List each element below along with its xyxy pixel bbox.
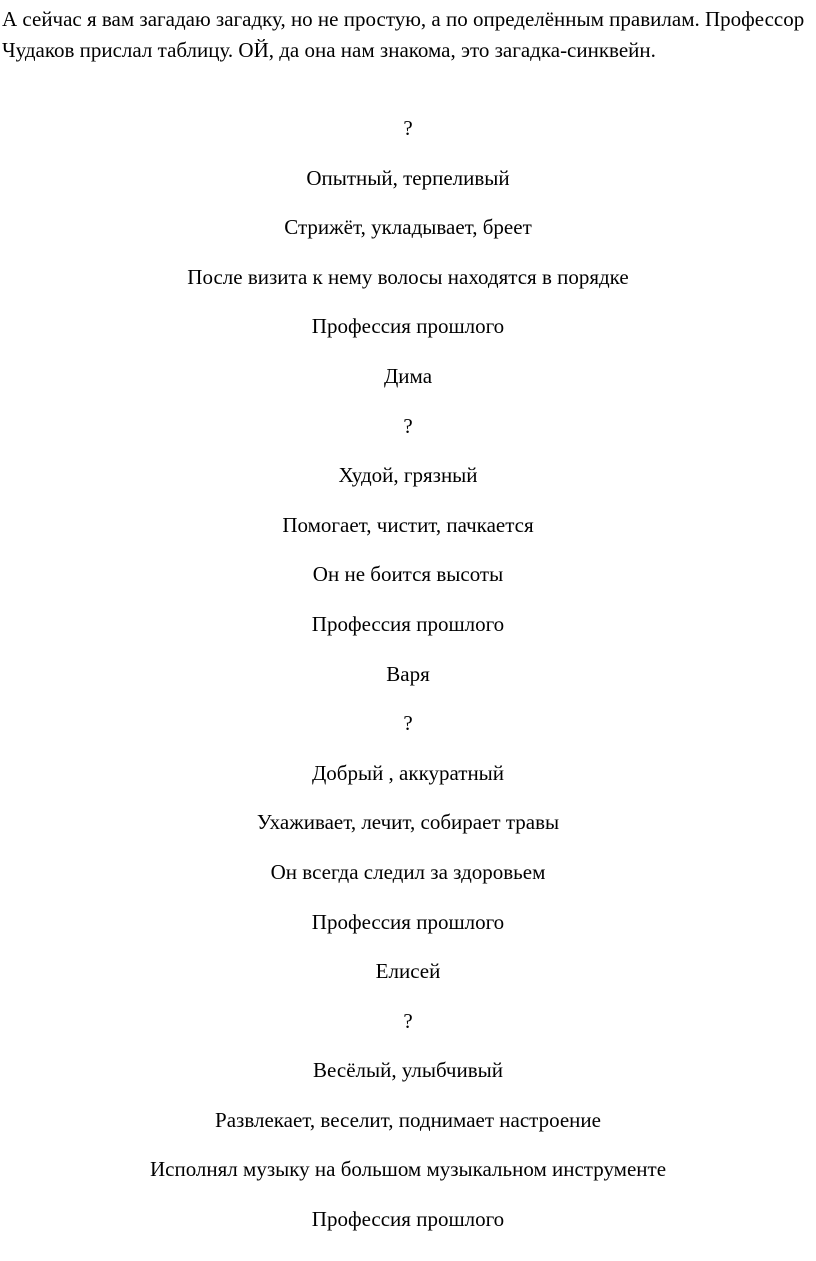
riddle-adjectives: Весёлый, улыбчивый — [313, 1058, 503, 1083]
riddle-list — [0, 113, 816, 1254]
riddle-question: ? — [403, 413, 413, 438]
riddle-author: Дима — [383, 363, 433, 388]
riddle-author: Елисей — [375, 959, 441, 984]
riddle-category: Профессия прошлого — [311, 314, 505, 339]
riddle-category: Профессия прошлого — [311, 1207, 505, 1232]
riddle-verbs: Помогает, чистит, пачкается — [282, 512, 534, 537]
intro-paragraph: А сейчас я вам загадаю загадку, но не простую, а по определённым правилам. Профессор Чудаков прислал таблицу. ОЙ, да она нам знакома, это загадка-синквейн. — [2, 7, 805, 62]
riddle-verbs: Стрижёт, укладывает, бреет — [284, 215, 532, 240]
riddle-adjectives: Опытный, терпеливый — [306, 165, 510, 190]
riddle-author: Варя — [386, 661, 430, 686]
riddle-category: Профессия прошлого — [311, 611, 505, 636]
riddle-verbs: Ухаживает, лечит, собирает травы — [256, 810, 560, 835]
riddle-phrase: После визита к нему волосы находятся в порядке — [187, 264, 629, 289]
riddle-verbs: Развлекает, веселит, поднимает настроение — [215, 1107, 601, 1132]
riddle-adjectives: Добрый , аккуратный — [311, 760, 505, 785]
riddle-phrase: Он не боится высоты — [312, 562, 504, 587]
riddle-question: ? — [403, 116, 413, 140]
riddle-category: Профессия прошлого — [311, 909, 505, 934]
riddle-phrase: Исполнял музыку на большом музыкальном инструменте — [149, 1157, 667, 1182]
riddle-phrase: Он всегда следил за здоровьем — [270, 859, 546, 884]
riddle-question: ? — [403, 711, 413, 736]
riddle-question: ? — [403, 1008, 413, 1033]
riddle-adjectives: Худой, грязный — [338, 463, 478, 488]
